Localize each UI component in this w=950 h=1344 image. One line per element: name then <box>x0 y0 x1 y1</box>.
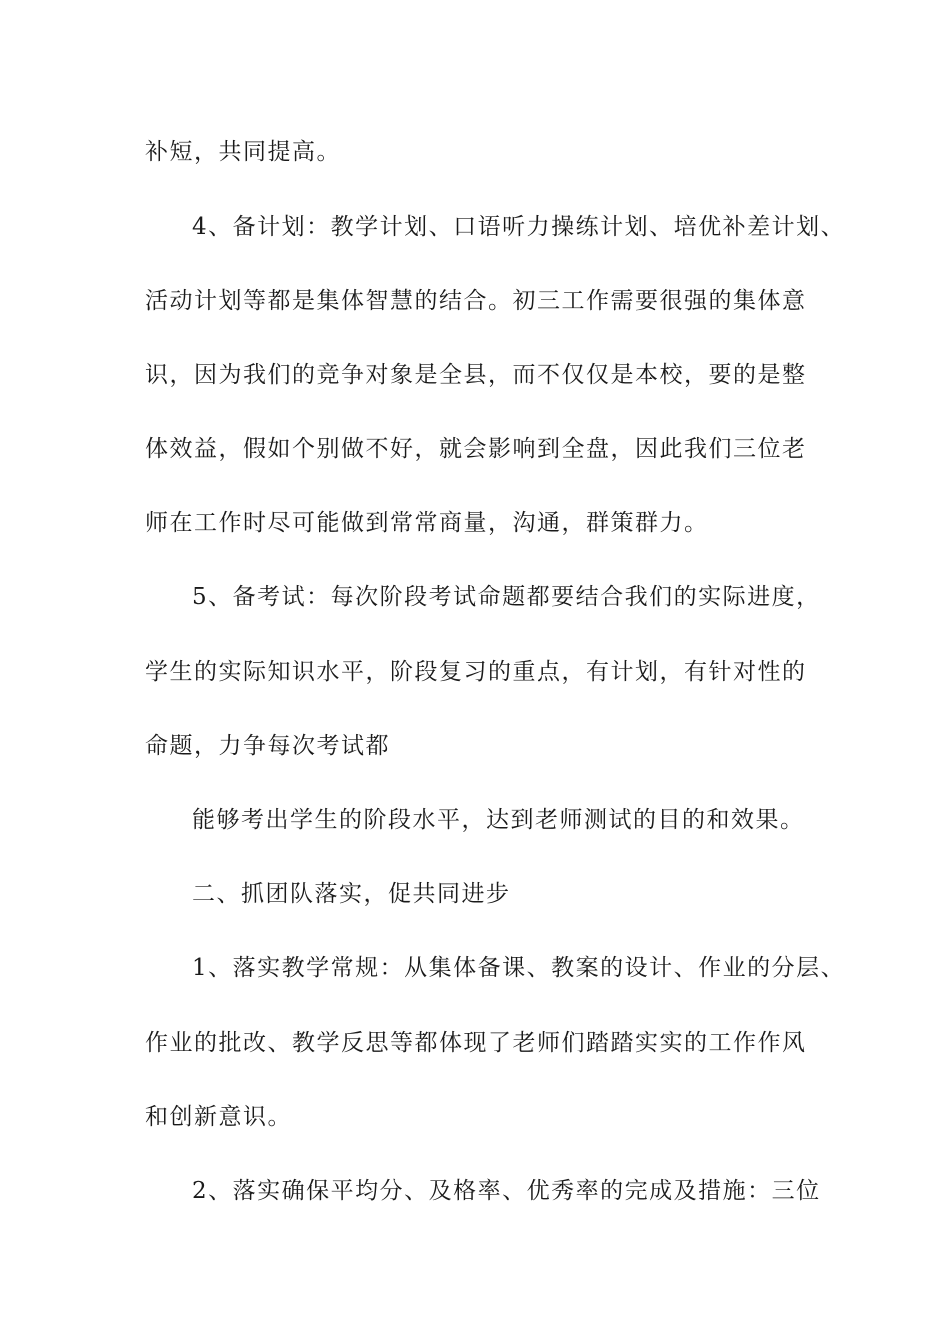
paragraph-line: 作业的批改、教学反思等都体现了老师们踏踏实实的工作作风 <box>145 1030 807 1056</box>
paragraph-line: 命题，力争每次考试都 <box>145 733 390 759</box>
paragraph-line: 体效益，假如个别做不好，就会影响到全盘，因此我们三位老 <box>145 436 807 462</box>
paragraph-line: 4、备计划：教学计划、口语听力操练计划、培优补差计划、 <box>192 214 846 240</box>
paragraph-line: 能够考出学生的阶段水平，达到老师测试的目的和效果。 <box>192 807 805 833</box>
paragraph-line: 2、落实确保平均分、及格率、优秀率的完成及措施：三位 <box>192 1178 821 1204</box>
paragraph-line: 1、落实教学常规：从集体备课、教案的设计、作业的分层、 <box>192 955 846 981</box>
paragraph-line: 识，因为我们的竞争对象是全县，而不仅仅是本校，要的是整 <box>145 362 807 388</box>
section-heading: 二、抓团队落实，促共同进步 <box>192 881 511 907</box>
paragraph-line: 活动计划等都是集体智慧的结合。初三工作需要很强的集体意 <box>145 288 807 314</box>
paragraph-line: 学生的实际知识水平，阶段复习的重点，有计划，有针对性的 <box>145 659 807 685</box>
paragraph-line: 和创新意识。 <box>145 1104 292 1130</box>
paragraph-line: 补短，共同提高。 <box>145 139 341 165</box>
paragraph-line: 5、备考试：每次阶段考试命题都要结合我们的实际进度， <box>192 584 821 610</box>
paragraph-line: 师在工作时尽可能做到常常商量，沟通，群策群力。 <box>145 510 709 536</box>
